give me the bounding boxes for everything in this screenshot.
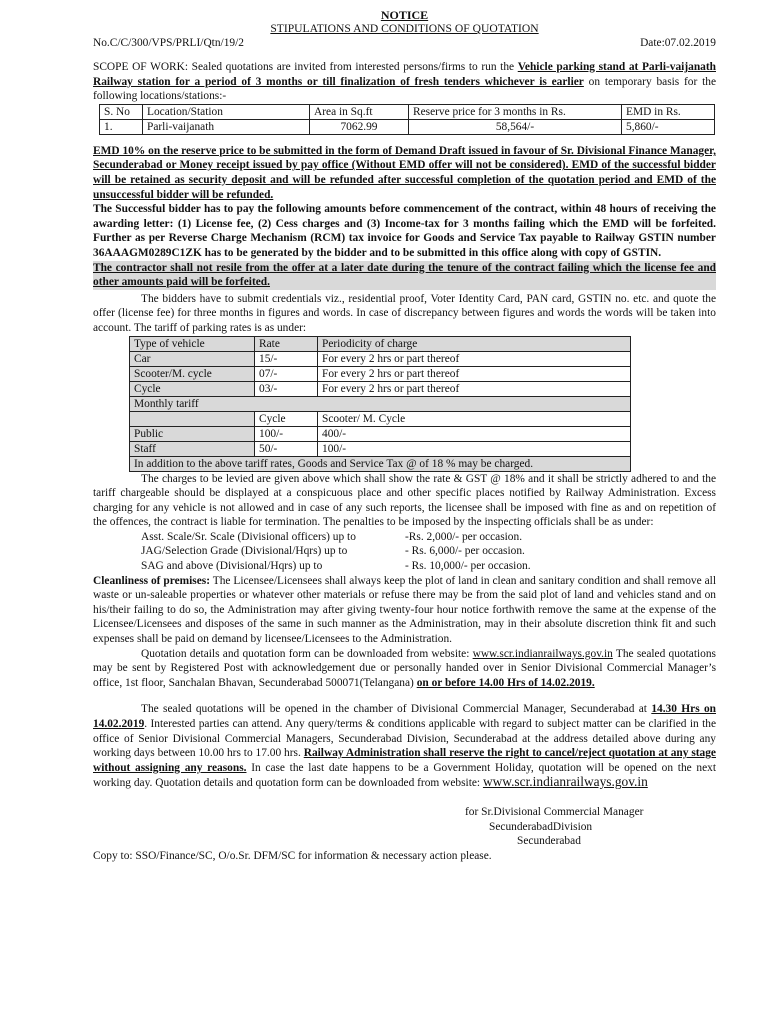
notice-document <box>93 8 716 863</box>
penalty-amount: - Rs. 10,000/- per occasion. <box>405 560 531 573</box>
table-cell: 7062.99 <box>310 119 409 134</box>
table-row <box>130 351 631 366</box>
website-link[interactable]: www.scr.indianrailways.gov.in <box>472 647 613 660</box>
table-cell: For every 2 hrs or part thereof <box>318 381 631 396</box>
credentials-paragraph: The bidders have to submit credentials viz., residential proof, Voter Identity Card, PAN card, GSTIN no. etc. and quote the offer (license fee) for three months in figures and words. In case of discrepancy between figures and words the words will be taken into account. The tariff of parking rates is as under: <box>93 292 716 334</box>
monthly-tariff-label: Monthly tariff <box>130 396 631 411</box>
signature-block <box>465 805 716 849</box>
table-cell: Car <box>130 351 255 366</box>
table-header-cell: Area in Sq.ft <box>310 104 409 119</box>
penalty-amount: -Rs. 2,000/- per occasion. <box>405 530 523 543</box>
table-cell: 15/- <box>255 351 318 366</box>
table-header-cell: Reserve price for 3 months in Rs. <box>409 104 622 119</box>
scope-tail: on temporary basis for the following locations/stations:- <box>93 75 716 103</box>
opening-paragraph <box>93 702 716 791</box>
reference-line <box>93 36 716 50</box>
table-cell: 1. <box>100 119 143 134</box>
table-cell: 100/- <box>255 426 318 441</box>
gst-note: In addition to the above tariff rates, Goods and Service Tax @ of 18 % may be charged. <box>130 456 631 471</box>
table-cell: 400/- <box>318 426 631 441</box>
table-row <box>130 426 631 441</box>
table-header-cell: S. No <box>100 104 143 119</box>
table-row <box>130 366 631 381</box>
download-paragraph <box>93 647 716 691</box>
resile-paragraph: The contractor shall not resile from the offer at a later date during the tenure of the contract failing which the license fee and other amounts paid will be forfeited. <box>93 261 716 289</box>
table-cell: 50/- <box>255 441 318 456</box>
table-cell: For every 2 hrs or part thereof <box>318 351 631 366</box>
penalty-grade: JAG/Selection Grade (Divisional/Hqrs) up to <box>141 545 348 558</box>
table-cell: Scooter/ M. Cycle <box>318 411 631 426</box>
table-cell: 100/- <box>318 441 631 456</box>
table-cell: Scooter/M. cycle <box>130 366 255 381</box>
tariff-table <box>129 336 631 472</box>
scope-lead: SCOPE OF WORK: Sealed quotations are invited from interested persons/firms to run the <box>93 61 518 73</box>
signature-line: for Sr.Divisional Commercial Manager <box>465 805 644 818</box>
notice-subtitle: STIPULATIONS AND CONDITIONS OF QUOTATION <box>270 22 539 35</box>
table-cell: Cycle <box>130 381 255 396</box>
signature-line: Secunderabad <box>517 835 581 848</box>
cleanliness-label: Cleanliness of premises: <box>93 574 211 587</box>
table-header-row <box>130 336 631 351</box>
scope-of-work <box>93 60 716 104</box>
table-header-cell: Type of vehicle <box>130 336 255 351</box>
penalty-grade: Asst. Scale/Sr. Scale (Divisional officers) up to <box>141 530 356 543</box>
payment-paragraph: The Successful bidder has to pay the following amounts before commencement of the contract, within 48 hours of receiving the awarding letter: (1) License fee, (2) Cess charges and (3) Income-tax for 3 months failing which the EMD will be forfeited. Further as per Reverse Charge Mechanism (RCM) tax invoice for Goods and Service Tax payable to Railway GSTIN number 36AAAGM0289C1ZK has to be generated by the bidder and to be submitted in this office along with copy of GSTIN. <box>93 203 716 259</box>
website-link[interactable]: www.scr.indianrailways.gov.in <box>482 774 648 790</box>
table-header-cell: EMD in Rs. <box>622 104 715 119</box>
table-row <box>130 381 631 396</box>
cleanliness-text: The Licensee/Licensees shall always keep the plot of land in clean and sanitary condition and shall remove all waste or un-saleable properties or whatever other materials or refuse there may be from the said plot of land and vehicles stand and on his/their failing to do so, the Administration may after giving twenty-four hour notice forthwith remove the same at the expense of the Licensee/Licensees and disposes of the same in such manner as the Administration, may in their absolute discretion think fit and such expenses shall be paid on demand by licensee/Licensees to the Administration. <box>93 574 716 646</box>
emd-paragraph: EMD 10% on the reserve price to be submitted in the form of Demand Draft issued in favour of Sr. Divisional Finance Manager, Secunderabad or Money receipt issued by pay office (Without EMD offer will not be considered). EMD of the successful bidder will be retained as security deposit and will be refunded after successful completion of the quotation period and EMD of the unsuccessful bidder will be refunded. <box>93 144 716 201</box>
table-header-cell: Rate <box>255 336 318 351</box>
table-header-row <box>100 104 715 119</box>
table-cell: 5,860/- <box>622 119 715 134</box>
notice-heading: NOTICE <box>380 8 429 22</box>
table-cell: 58,564/- <box>409 119 622 134</box>
download-lead: Quotation details and quotation form can be downloaded from website: <box>141 647 473 660</box>
download-mid: The sealed quotations may be sent by Registered Post with acknowledgement due or personally handed over in Senior Divisional Commercial Manager’s office, 1st floor, Sanchalan Bhavan, Secunderabad 500071(Telangana) <box>93 647 716 689</box>
table-cell: For every 2 hrs or part thereof <box>318 366 631 381</box>
table-row <box>130 396 631 411</box>
penalty-grade: SAG and above (Divisional/Hqrs) up to <box>141 560 323 573</box>
list-item <box>141 559 716 574</box>
list-item <box>141 544 716 559</box>
table-cell: 03/- <box>255 381 318 396</box>
opening-time: 14.30 Hrs on 14.02.2019 <box>93 703 717 730</box>
table-row <box>100 119 715 134</box>
table-cell <box>130 411 255 426</box>
charges-paragraph: The charges to be levied are given above which shall show the rate & GST @ 18% and it shall be strictly adhered to and the tariff chargeable should be displayed at a conspicuous place and other specific places notified by Railway Administration. Excess charging for any vehicle is not allowed and in case of any such reports, the licensee shall be imposed with fine as and on repetition of the offences, the contract is liable for termination. The penalties to be imposed by the inspecting officials shall be as under: <box>93 472 716 529</box>
scope-bold: Vehicle parking stand at Parli-vaijanath Railway station for a period of 3 months or till finalization of fresh tenders whichever is earlier <box>93 61 716 88</box>
table-header-cell: Periodicity of charge <box>318 336 631 351</box>
opening-tail: In case the last date happens to be a Government Holiday, quotation will be opened on the next working day. Quotation details and quotation form can be downloaded from website: <box>93 761 717 790</box>
penalty-list <box>141 530 716 574</box>
table-cell: Public <box>130 426 255 441</box>
cleanliness-paragraph <box>93 574 716 647</box>
table-cell: Parli-vaijanath <box>143 119 310 134</box>
table-row <box>130 441 631 456</box>
penalty-amount: - Rs. 6,000/- per occasion. <box>405 545 525 558</box>
signature-line: SecunderabadDivision <box>489 820 593 833</box>
submission-deadline: on or before 14.00 Hrs of 14.02.2019. <box>416 676 595 689</box>
reserve-right: Railway Administration shall reserve the right to cancel/reject quotation at any stage without assigning any reasons. <box>93 747 716 774</box>
reference-number: No.C/C/300/VPS/PRLI/Qtn/19/2 <box>93 37 244 49</box>
table-cell: 07/- <box>255 366 318 381</box>
table-cell: Cycle <box>255 411 318 426</box>
notice-date: Date:07.02.2019 <box>640 37 716 49</box>
list-item <box>141 530 716 545</box>
opening-lead: The sealed quotations will be opened in the chamber of Divisional Commercial Manager, Secunderabad at <box>141 703 652 716</box>
location-table <box>99 104 715 135</box>
table-cell: Staff <box>130 441 255 456</box>
table-header-cell: Location/Station <box>143 104 310 119</box>
table-row <box>130 411 631 426</box>
table-row <box>130 456 631 471</box>
opening-mid: . Interested parties can attend. Any query/terms & conditions applicable with regard to subject matter can be clarified in the office of Senior Divisional Commercial Managers, Secunderabad Division, Secunderabad at the address detailed above during any working days between 10.00 hrs to 17.00 hrs. <box>93 718 716 760</box>
copy-to-line: Copy to: SSO/Finance/SC, O/o.Sr. DFM/SC for information & necessary action please. <box>93 849 492 862</box>
